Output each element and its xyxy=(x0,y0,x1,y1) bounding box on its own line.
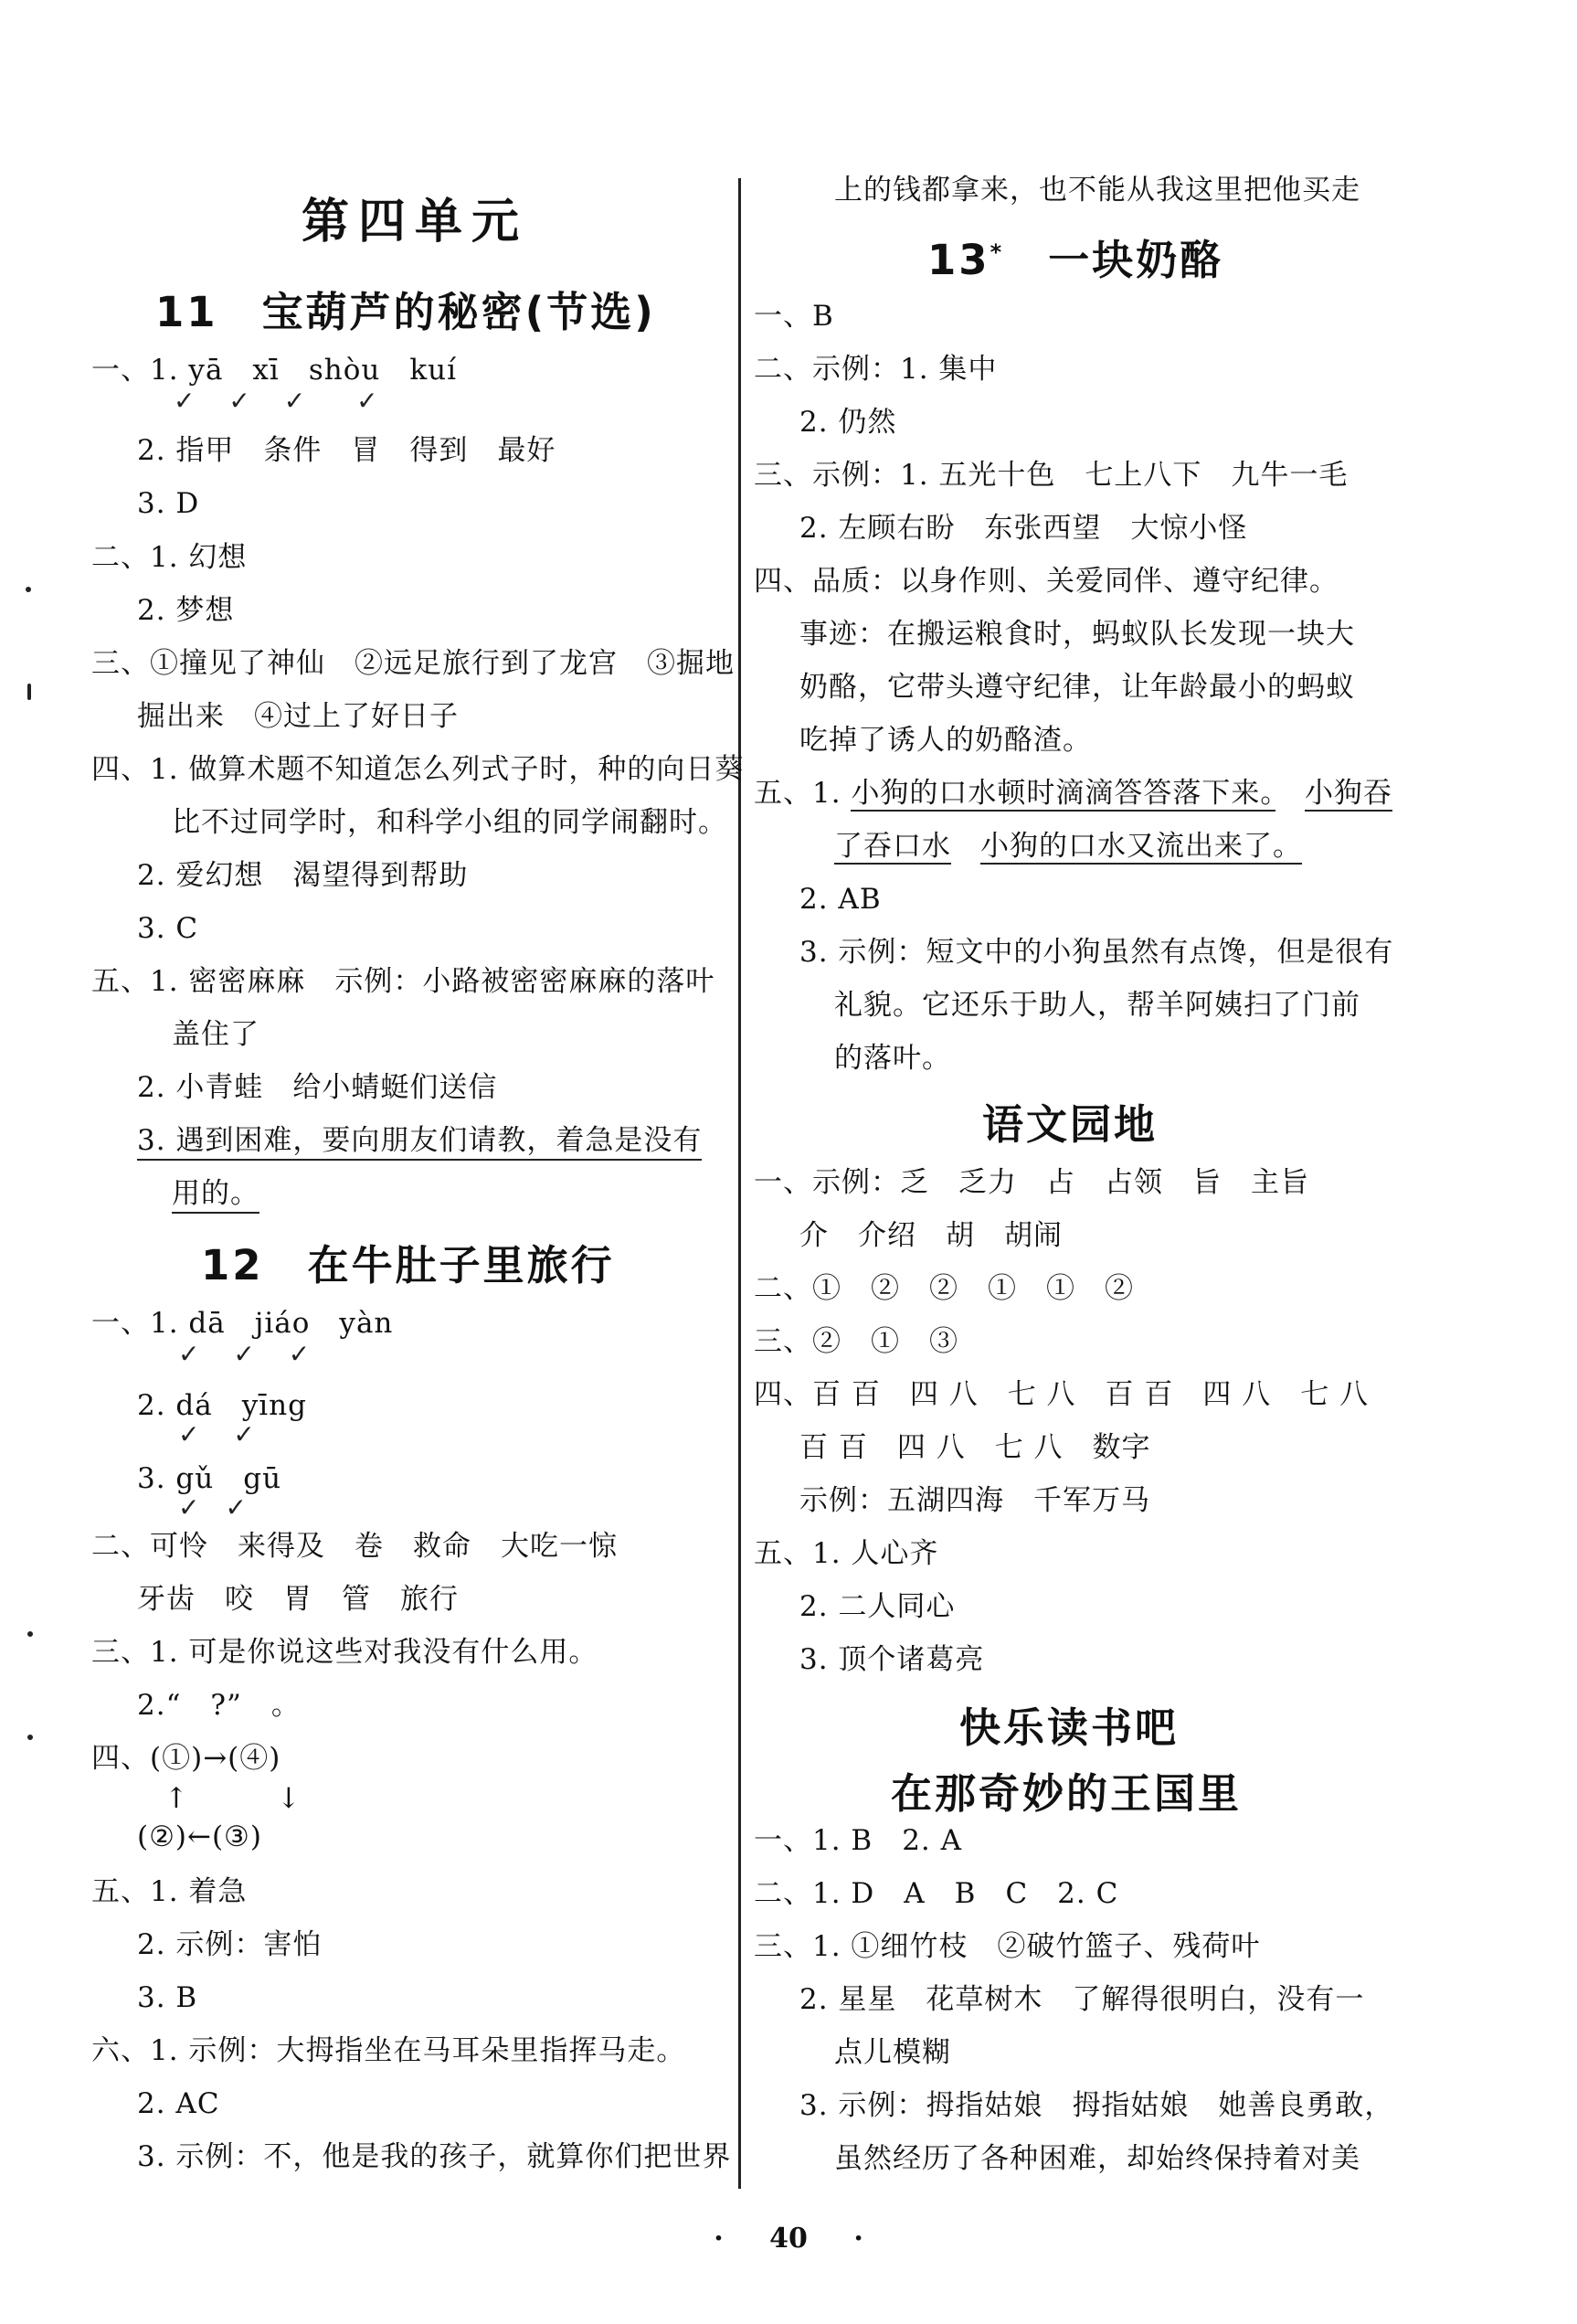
arrow-line: ↑ ↓ xyxy=(164,1782,302,1815)
answer-line-underlined: 3. 遇到困难，要向朋友们请教，着急是没有 xyxy=(137,1122,702,1161)
answer-line: 掘出来 ④过上了好日子 xyxy=(137,700,459,733)
right-column xyxy=(754,0,1421,2324)
answer-line: 比不过同学时，和科学小组的同学闹翻时。 xyxy=(172,806,727,839)
answer-line: 一、1. yā xī shòu kuí xyxy=(91,354,457,387)
answer-line: 2. 小青蛙 给小蜻蜓们送信 xyxy=(137,1071,498,1104)
answer-line: 2. dá yīng xyxy=(137,1389,307,1422)
answer-line: 示例：五湖四海 千军万马 xyxy=(799,1484,1150,1517)
answer-line: 介 介绍 胡 胡闹 xyxy=(799,1219,1063,1252)
answer-line: 3. D xyxy=(137,487,200,520)
answer-line: 2. 仍然 xyxy=(799,406,897,439)
answer-line: 的落叶。 xyxy=(834,1042,951,1075)
page-footer xyxy=(0,2223,1577,2255)
answer-line: 五、1. 着急 xyxy=(91,1875,248,1908)
answer-line: 一、示例：乏 乏力 占 占领 旨 主旨 xyxy=(754,1166,1309,1199)
answer-line: 六、1. 示例：大拇指坐在马耳朵里指挥马走。 xyxy=(91,2034,686,2067)
tick-marks: ✓ ✓ ✓ ✓ xyxy=(174,386,378,416)
answer-line: 2. 爱幻想 渴望得到帮助 xyxy=(137,859,469,892)
tick-marks: ✓ ✓ xyxy=(178,1492,247,1523)
answer-line: 2. 左顾右盼 东张西望 大惊小怪 xyxy=(799,512,1248,545)
answer-line: 四、1. 做算术题不知道怎么列式子时，种的向日葵 xyxy=(91,753,745,786)
answer-line: 2. AC xyxy=(137,2087,220,2120)
underlined-answer: 小狗的口水又流出来了。 xyxy=(980,830,1302,863)
margin-mark xyxy=(26,587,31,592)
lesson-12-title: 12 在牛肚子里旅行 xyxy=(201,1241,615,1289)
answer-line: 吃掉了诱人的奶酪渣。 xyxy=(799,724,1092,757)
item-label: 五、1. xyxy=(754,777,852,810)
reading-title: 快乐读书吧 xyxy=(959,1703,1180,1752)
answer-line xyxy=(834,828,1302,865)
left-column xyxy=(91,0,745,2324)
answer-line: 四、百 百 四 八 七 八 百 百 四 八 七 八 xyxy=(754,1378,1370,1411)
answer-line: 五、1. 密密麻麻 示例：小路被密密麻麻的落叶 xyxy=(91,965,715,998)
answer-line: 二、① ② ② ① ① ② xyxy=(754,1272,1134,1305)
answer-line: 一、B xyxy=(754,300,834,333)
answer-line: 3. 顶个诸葛亮 xyxy=(799,1643,985,1676)
margin-mark xyxy=(27,684,31,700)
answer-line: 牙齿 咬 胃 管 旅行 xyxy=(137,1583,459,1616)
answer-line: 2. 指甲 条件 冒 得到 最好 xyxy=(137,434,556,467)
answer-line: 三、①撞见了神仙 ②远足旅行到了龙宫 ③掘地 xyxy=(91,647,735,680)
margin-mark xyxy=(27,1735,33,1740)
tick-marks: ✓ ✓ xyxy=(178,1419,255,1449)
tick-marks: ✓ ✓ ✓ xyxy=(178,1339,311,1369)
lesson-13-name: 一块奶酪 xyxy=(1048,236,1224,284)
answer-line: 虽然经历了各种困难，却始终保持着对美 xyxy=(834,2142,1360,2175)
answer-line: 五、1. 人心齐 xyxy=(754,1537,939,1570)
answer-line: 点儿模糊 xyxy=(834,2036,951,2069)
answer-line: 3. 示例：拇指姑娘 拇指姑娘 她善良勇敢， xyxy=(799,2089,1394,2122)
answer-line: 奶酪，它带头遵守纪律，让年龄最小的蚂蚁 xyxy=(799,671,1355,704)
answer-line: 2. 二人同心 xyxy=(799,1590,956,1623)
answer-line: 3. C xyxy=(137,912,199,945)
garden-title: 语文园地 xyxy=(982,1100,1159,1149)
answer-line: 三、② ① ③ xyxy=(754,1325,958,1358)
underlined-answer: 小狗的口水顿时滴滴答答落下来。 xyxy=(851,777,1275,810)
lesson-11-title: 11 宝葫芦的秘密(节选) xyxy=(155,288,656,336)
reading-subtitle: 在那奇妙的王国里 xyxy=(891,1769,1243,1818)
page-number: 40 xyxy=(769,2223,808,2255)
answer-line: 3. B xyxy=(137,1981,198,2014)
answer-line: 2. 示例：害怕 xyxy=(137,1928,323,1961)
answer-line: 一、1. dā jiáo yàn xyxy=(91,1307,394,1340)
underlined-answer: 小狗吞 xyxy=(1304,777,1392,810)
answer-line: 2. 星星 花草树木 了解得很明白，没有一 xyxy=(799,1983,1365,2016)
answer-line: 二、1. 幻想 xyxy=(91,541,248,574)
answer-line: (②)←(③) xyxy=(137,1820,262,1853)
footer-dot: · xyxy=(714,2223,724,2255)
answer-line: 礼貌。它还乐于助人，帮羊阿姨扫了门前 xyxy=(834,989,1360,1022)
answer-line: 四、(①)→(④) xyxy=(91,1742,281,1775)
answer-line: 上的钱都拿来，也不能从我这里把他买走 xyxy=(834,174,1360,207)
answer-line: 事迹：在搬运粮食时，蚂蚁队长发现一块大 xyxy=(799,618,1355,651)
lesson-13-title xyxy=(927,227,1223,286)
answer-line: 三、1. 可是你说这些对我没有什么用。 xyxy=(91,1636,598,1669)
lesson-13-number: 13 xyxy=(927,236,990,284)
margin-mark xyxy=(27,1631,33,1637)
answer-line: 三、示例：1. 五光十色 七上八下 九牛一毛 xyxy=(754,459,1349,492)
answer-line: 二、可怜 来得及 卷 救命 大吃一惊 xyxy=(91,1530,618,1563)
answer-line: 一、1. B 2. A xyxy=(754,1824,963,1857)
answer-line: 二、1. D A B C 2. C xyxy=(754,1877,1119,1910)
answer-line: 三、1. ①细竹枝 ②破竹篮子、残荷叶 xyxy=(754,1930,1261,1963)
answer-line: 2.“ ?” 。 xyxy=(137,1689,301,1722)
footer-dot: · xyxy=(853,2223,863,2255)
answer-line: 百 百 四 八 七 八 数字 xyxy=(799,1431,1151,1464)
answer-line: 3. 示例：不，他是我的孩子，就算你们把世界 xyxy=(137,2140,732,2173)
answer-line: 3. 示例：短文中的小狗虽然有点馋，但是很有 xyxy=(799,936,1394,969)
answer-line: 盖住了 xyxy=(172,1018,259,1051)
underlined-answer: 了吞口水 xyxy=(834,830,951,863)
answer-line: 四、品质：以身作则、关爱同伴、遵守纪律。 xyxy=(754,565,1339,598)
answer-line: 2. AB xyxy=(799,883,882,916)
unit-title: 第四单元 xyxy=(302,194,529,249)
answer-line-underlined: 用的。 xyxy=(172,1175,259,1214)
column-divider xyxy=(738,178,741,2189)
answer-line: 3. gǔ gū xyxy=(137,1462,282,1495)
answer-line: 二、示例：1. 集中 xyxy=(754,353,998,386)
answer-line xyxy=(754,775,1392,812)
lesson-13-star: * xyxy=(990,239,1005,265)
answer-line: 2. 梦想 xyxy=(137,594,235,627)
